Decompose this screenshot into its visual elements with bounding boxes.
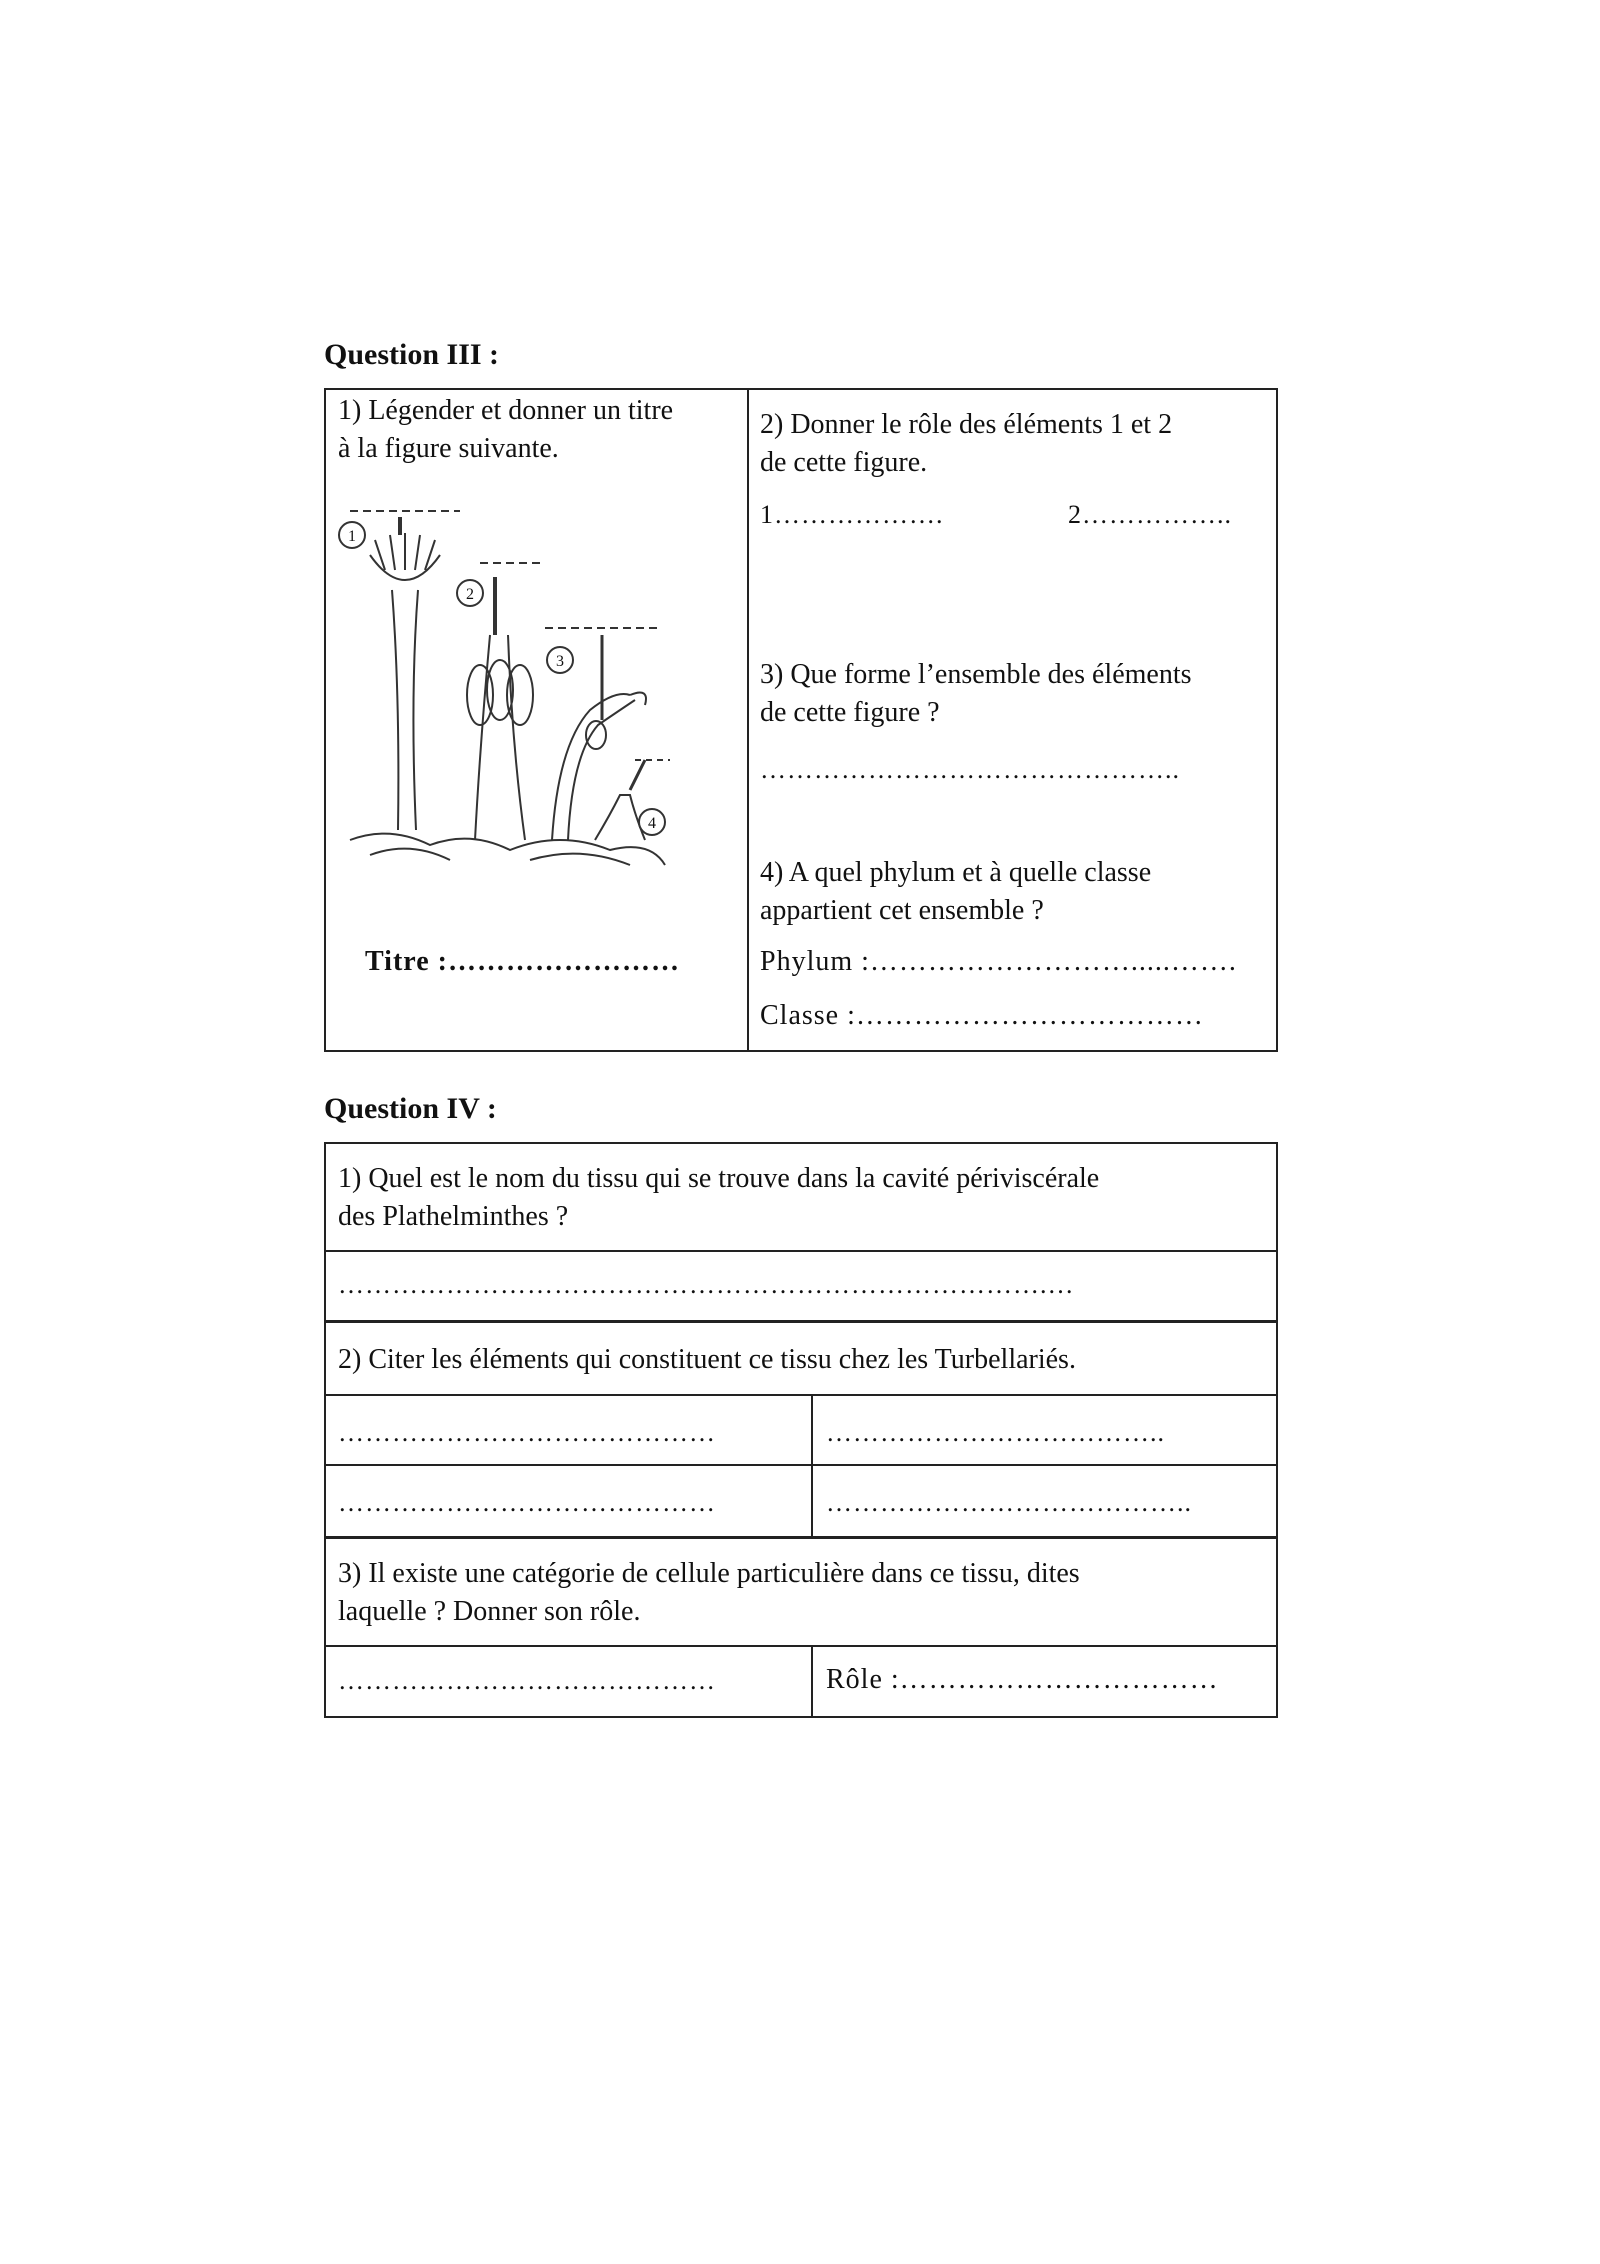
question-iii-title: Question III : xyxy=(324,338,500,371)
q3-prompt-1-line2: à la figure suivante. xyxy=(338,433,559,464)
answer-element-d[interactable]: ………………………………….. xyxy=(826,1488,1192,1517)
answer-element-c[interactable]: …………………………………… xyxy=(338,1488,716,1517)
grid-divider xyxy=(811,1645,813,1718)
q3-prompt-4-line1: 4) A quel phylum et à quelle classe xyxy=(760,857,1152,888)
titre-field[interactable]: Titre :…………………… xyxy=(365,946,680,977)
row-divider xyxy=(324,1645,1278,1647)
answer-element-a[interactable]: …………………………………… xyxy=(338,1418,716,1447)
figure-label-2: 2 xyxy=(466,586,474,603)
row-divider xyxy=(324,1464,1278,1466)
q3-prompt-3-line2: de cette figure ? xyxy=(760,697,940,728)
answer-ensemble[interactable]: ……………………………………….. xyxy=(760,755,1180,784)
figure-label-3: 3 xyxy=(556,653,564,670)
q3-prompt-3-line1: 3) Que forme l’ensemble des éléments xyxy=(760,659,1192,690)
question-iv-title: Question IV : xyxy=(324,1092,497,1125)
row-divider xyxy=(324,1320,1278,1323)
answer-element-1[interactable]: 1………………. xyxy=(760,500,944,529)
table-divider xyxy=(747,388,749,1052)
q4-prompt-3-line2: laquelle ? Donner son rôle. xyxy=(338,1596,641,1627)
hydroid-polyp-figure xyxy=(330,495,670,920)
phylum-field[interactable]: Phylum :……………………….....……. xyxy=(760,946,1237,977)
q4-prompt-1-line1: 1) Quel est le nom du tissu qui se trouve dans la cavité périviscérale xyxy=(338,1163,1100,1194)
q3-prompt-3 xyxy=(760,656,1192,732)
figure-label-4: 4 xyxy=(648,815,656,832)
role-field[interactable]: Rôle :…………………………… xyxy=(826,1664,1219,1695)
classe-field[interactable]: Classe :……………………………… xyxy=(760,1000,1204,1031)
q3-prompt-4 xyxy=(760,854,1151,930)
q3-prompt-4-line2: appartient cet ensemble ? xyxy=(760,895,1044,926)
q3-prompt-2 xyxy=(760,406,1172,482)
answer-tissu[interactable]: …………………………………………………………………….… xyxy=(338,1270,1075,1299)
q4-prompt-2: 2) Citer les éléments qui constituent ce tissu chez les Turbellariés. xyxy=(338,1344,1076,1375)
q4-prompt-3 xyxy=(338,1555,1080,1631)
answer-element-b[interactable]: ……………………………….. xyxy=(826,1418,1165,1447)
q4-prompt-1 xyxy=(338,1160,1099,1236)
row-divider xyxy=(324,1394,1278,1396)
answer-element-2[interactable]: 2…………….. xyxy=(1068,500,1232,529)
row-divider xyxy=(324,1536,1278,1539)
q3-prompt-1 xyxy=(338,392,673,468)
q3-prompt-2-line1: 2) Donner le rôle des éléments 1 et 2 xyxy=(760,409,1173,440)
q3-prompt-1-line1: 1) Légender et donner un titre xyxy=(338,395,674,426)
answer-cellule[interactable]: …………………………………… xyxy=(338,1666,716,1695)
q4-prompt-1-line2: des Plathelminthes ? xyxy=(338,1201,569,1232)
figure-label-1: 1 xyxy=(348,528,356,545)
q3-prompt-2-line2: de cette figure. xyxy=(760,447,928,478)
q4-prompt-3-line1: 3) Il existe une catégorie de cellule particulière dans ce tissu, dites xyxy=(338,1558,1080,1589)
row-divider xyxy=(324,1250,1278,1252)
